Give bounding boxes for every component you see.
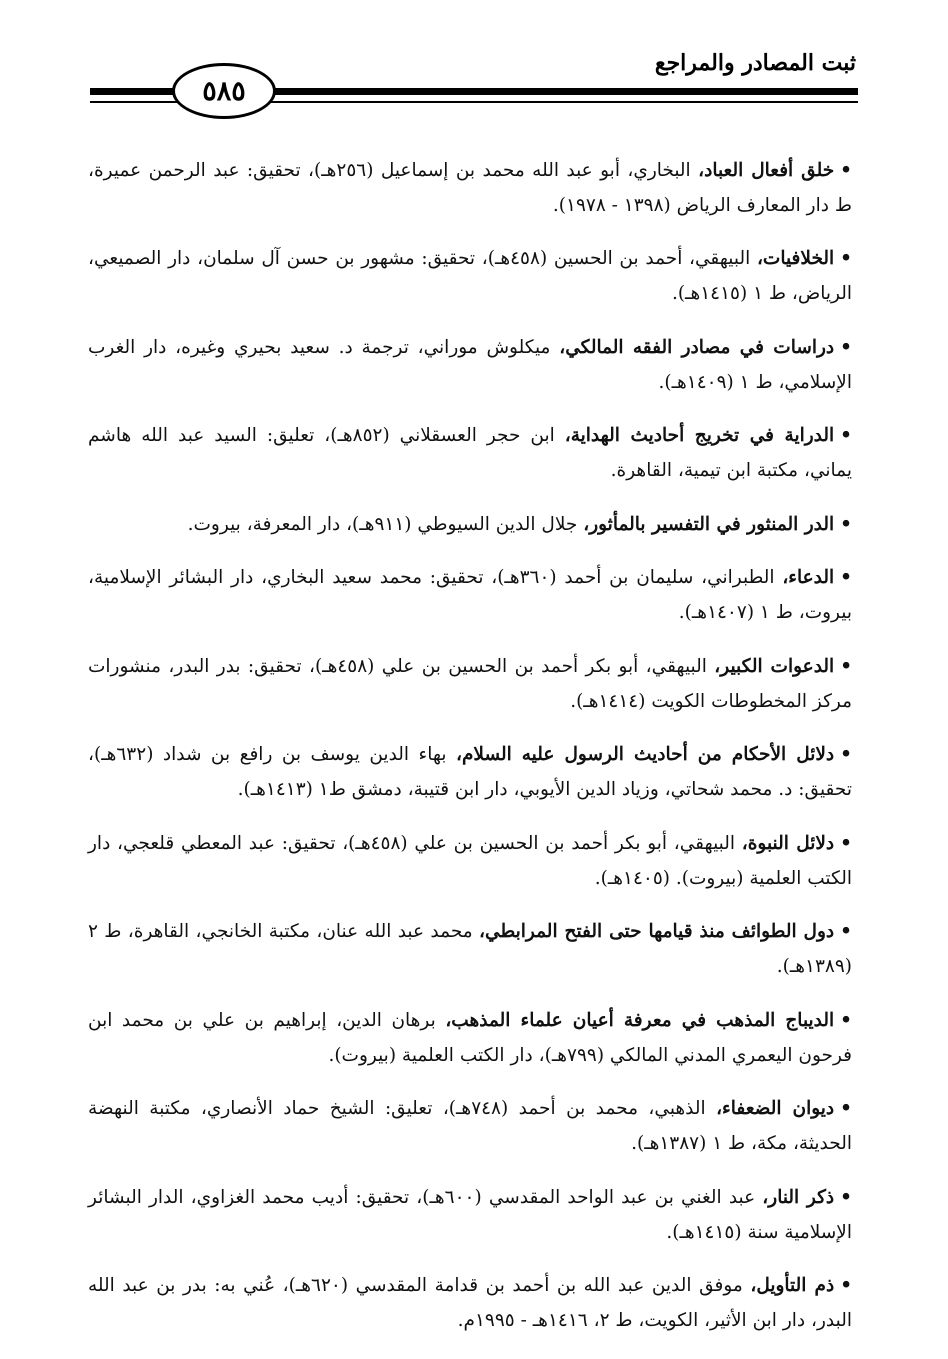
reference-details: موفق الدين عبد الله بن أحمد بن قدامة المقدسي (٦٢٠هـ)، عُني به: بدر بن عبد الله البدر، دار ابن الأثير، الكويت، ط ٢، ١٤١٦هـ - ١٩٩٥م.	[88, 1275, 852, 1331]
bullet-marker: •	[840, 567, 852, 588]
reference-title: ذكر النار،	[762, 1186, 835, 1208]
reference-details: عبد الغني بن عبد الواحد المقدسي (٦٠٠هـ)، تحقيق: أديب محمد الغزاوي، الدار البشائر الإسلامية سنة (١٤١٥هـ).	[88, 1186, 852, 1243]
reference-details: البيهقي، أبو بكر أحمد بن الحسين بن علي (٤٥٨هـ)، تحقيق: بدر البدر، منشورات مركز المخطوطات الكويت (١٤١٤هـ).	[88, 655, 852, 712]
reference-entry	[88, 737, 852, 807]
running-title: ثبت المصادر والمراجع	[654, 50, 856, 76]
bullet-marker: •	[840, 832, 852, 854]
reference-title: الدعوات الكبير،	[714, 655, 835, 677]
reference-details: الطبراني، سليمان بن أحمد (٣٦٠هـ)، تحقيق: محمد سعيد البخاري، دار البشائر الإسلامية، بيروت، ط ١ (١٤٠٧هـ).	[88, 567, 852, 623]
bullet-marker: •	[840, 248, 852, 269]
bullet-marker: •	[840, 425, 852, 446]
reference-title: ديوان الضعفاء،	[716, 1098, 835, 1119]
reference-title: الدراية في تخريج أحاديث الهداية،	[564, 425, 835, 446]
reference-title: الدعاء،	[782, 567, 835, 588]
reference-title: دراسات في مصادر الفقه المالكي،	[559, 336, 835, 358]
reference-title: خلق أفعال العباد،	[698, 159, 835, 181]
bullet-marker: •	[840, 336, 852, 358]
bullet-marker: •	[840, 1275, 853, 1296]
reference-details: البخاري، أبو عبد الله محمد بن إسماعيل (٢٥٦هـ)، تحقيق: عبد الرحمن عميرة، ط دار المعارف الرياض (١٣٩٨ - ١٩٧٨).	[88, 159, 852, 216]
reference-details: الذهبي، محمد بن أحمد (٧٤٨هـ)، تعليق: الشيخ حماد الأنصاري، مكتبة النهضة الحديثة، مكة، ط ١ (١٣٨٧هـ).	[88, 1098, 852, 1154]
reference-entry	[88, 330, 852, 400]
reference-details: ابن حجر العسقلاني (٨٥٢هـ)، تعليق: السيد عبد الله هاشم يماني، مكتبة ابن تيمية، القاهرة.	[88, 425, 852, 481]
reference-title: الدر المنثور في التفسير بالمأثور،	[583, 513, 835, 535]
references-list	[88, 134, 852, 1343]
reference-entry	[88, 418, 852, 488]
reference-entry	[88, 1268, 852, 1338]
reference-details: البيهقي، أبو بكر أحمد بن الحسين بن علي (٤٥٨هـ)، تحقيق: عبد المعطي قلعجي، دار الكتب العلمية (بيروت). (١٤٠٥هـ).	[88, 832, 852, 889]
page-number: ٥٨٥	[202, 75, 246, 107]
bullet-marker: •	[840, 744, 852, 765]
reference-entry	[88, 153, 852, 223]
bullet-marker: •	[840, 1098, 852, 1119]
reference-details: محمد عبد الله عنان، مكتبة الخانجي، القاهرة، ط ٢ (١٣٨٩هـ).	[88, 921, 852, 977]
reference-entry	[88, 560, 852, 630]
bullet-marker: •	[840, 513, 852, 535]
reference-entry	[88, 914, 852, 984]
reference-details: جلال الدين السيوطي (٩١١هـ)، دار المعرفة، بيروت.	[187, 513, 584, 535]
reference-title: دول الطوائف منذ قيامها حتى الفتح المرابطي،	[479, 921, 835, 942]
bullet-marker: •	[840, 1186, 852, 1208]
reference-title: ذم التأويل،	[750, 1275, 835, 1296]
reference-entry	[88, 826, 852, 896]
reference-title: الخلافيات،	[756, 248, 835, 269]
reference-entry	[88, 1003, 852, 1073]
reference-details: البيهقي، أحمد بن الحسين (٤٥٨هـ)، تحقيق: مشهور بن حسن آل سلمان، دار الصميعي، الرياض، ط ١ (١٤١٥هـ).	[88, 248, 852, 304]
reference-title: دلائل النبوة،	[741, 832, 835, 854]
bullet-marker: •	[840, 1009, 852, 1031]
bullet-marker: •	[840, 921, 852, 942]
reference-entry	[88, 507, 852, 542]
reference-details: برهان الدين، إبراهيم بن علي بن محمد ابن فرحون اليعمري المدني المالكي (٧٩٩هـ)، دار الكتب العلمية (بيروت).	[88, 1009, 852, 1066]
reference-entry	[88, 1180, 852, 1250]
bullet-marker: •	[840, 655, 853, 677]
reference-details: بهاء الدين يوسف بن رافع بن شداد (٦٣٢هـ)، تحقيق: د. محمد شحاتي، وزياد الدين الأيوبي، دار ابن قتيبة، دمشق ط١ (١٤١٣هـ).	[88, 744, 852, 800]
reference-title: الديباج المذهب في معرفة أعيان علماء المذهب،	[445, 1009, 835, 1031]
reference-details: ميكلوش موراني، ترجمة د. سعيد بحيري وغيره، دار الغرب الإسلامي، ط ١ (١٤٠٩هـ).	[88, 336, 852, 393]
reference-title: دلائل الأحكام من أحاديث الرسول عليه السلام،	[456, 744, 835, 765]
reference-entry	[88, 649, 852, 719]
bullet-marker: •	[840, 159, 852, 181]
reference-entry	[88, 241, 852, 311]
reference-entry	[88, 1091, 852, 1161]
page-number-badge	[172, 63, 276, 119]
